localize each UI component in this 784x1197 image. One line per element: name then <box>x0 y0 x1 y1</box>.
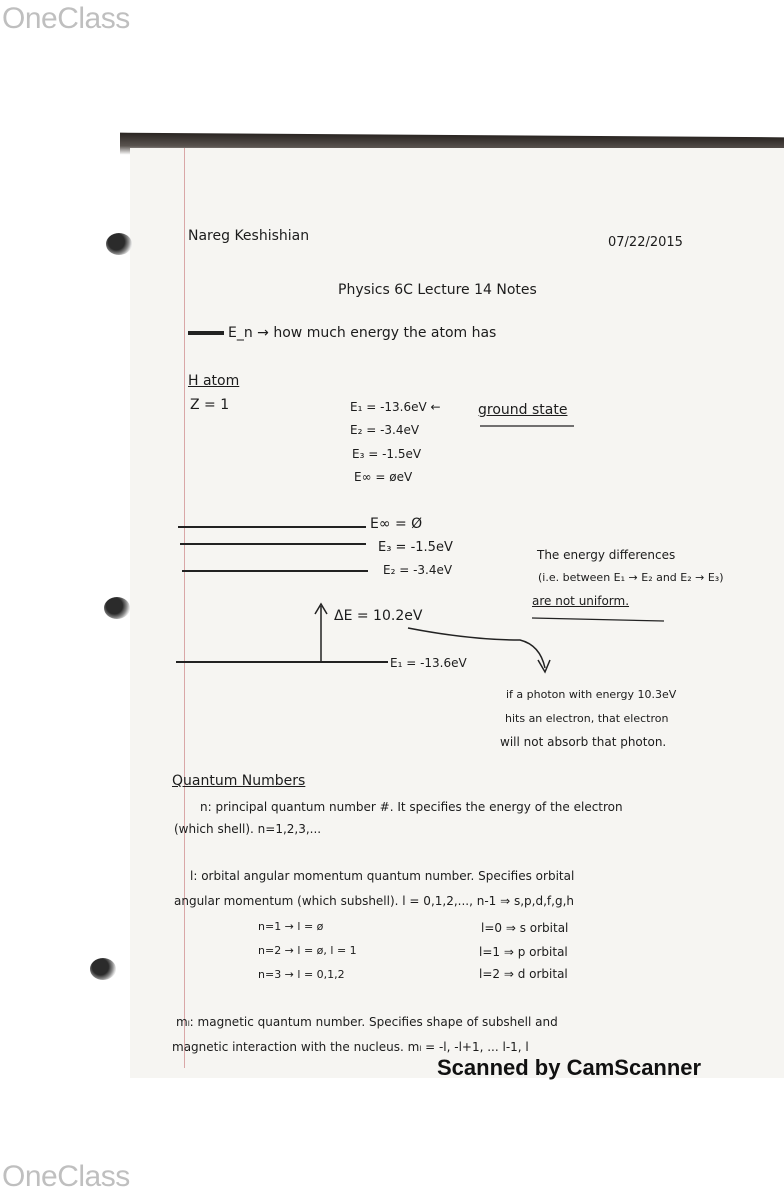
note-line-3: are not uniform. <box>532 594 630 608</box>
n-line-2: (which shell). n=1,2,3,... <box>174 822 322 836</box>
orbital-s: l=0 ⇒ s orbital <box>481 921 569 935</box>
note-line-1: The energy differences <box>537 548 676 562</box>
delta-e-label: ΔE = 10.2eV <box>334 608 423 624</box>
ground-state-label: ground state <box>478 402 568 418</box>
author-name: Nareg Keshishian <box>188 228 310 244</box>
intro-line: E_n → how much energy the atom has <box>228 325 497 341</box>
page-title: Physics 6C Lecture 14 Notes <box>338 282 537 298</box>
label-e3: E₃ = -1.5eV <box>378 540 453 555</box>
camscanner-watermark: Scanned by CamScanner <box>437 1055 702 1080</box>
level-einf: E∞ = øeV <box>354 470 413 484</box>
note-line-2: (i.e. between E₁ → E₂ and E₂ → E₃) <box>538 571 724 584</box>
l-line-2: angular momentum (which subshell). l = 0,1,2,..., n-1 ⇒ s,p,d,f,g,h <box>174 894 574 908</box>
curved-arrow <box>408 628 545 668</box>
label-e1: E₁ = -13.6eV <box>390 656 467 670</box>
n-row-3: n=3 → l = 0,1,2 <box>258 968 345 981</box>
photon-line-2: hits an electron, that electron <box>505 712 669 725</box>
h-atom-heading: H atom <box>188 373 240 389</box>
photon-line-1: if a photon with energy 10.3eV <box>506 688 677 701</box>
orbital-d: l=2 ⇒ d orbital <box>479 967 568 981</box>
label-e2: E₂ = -3.4eV <box>383 563 453 577</box>
level-e2: E₂ = -3.4eV <box>350 423 420 437</box>
n-row-2: n=2 → l = ø, l = 1 <box>258 944 357 957</box>
level-e3: E₃ = -1.5eV <box>352 447 422 461</box>
l-line-1: l: orbital angular momentum quantum number. Specifies orbital <box>190 869 575 883</box>
photon-line-3: will not absorb that photon. <box>500 735 667 749</box>
oneclass-logo-bottom: OneClass <box>2 1160 130 1193</box>
note-date: 07/22/2015 <box>608 235 683 250</box>
n-line-1: n: principal quantum number #. It specifies the energy of the electron <box>200 800 623 814</box>
level-e1: E₁ = -13.6eV ← <box>350 400 441 414</box>
label-einf: E∞ = Ø <box>370 516 423 532</box>
ml-line-1: mₗ: magnetic quantum number. Specifies shape of subshell and <box>176 1015 558 1029</box>
n-row-1: n=1 → l = ø <box>258 920 324 933</box>
note-underline <box>532 618 664 621</box>
z-value: Z = 1 <box>190 397 230 413</box>
oneclass-logo-top: OneClass <box>2 2 130 35</box>
orbital-p: l=1 ⇒ p orbital <box>479 945 568 959</box>
ml-line-2: magnetic interaction with the nucleus. mₗ = -l, -l+1, ... l-1, l <box>172 1040 529 1054</box>
quantum-heading: Quantum Numbers <box>172 773 306 789</box>
